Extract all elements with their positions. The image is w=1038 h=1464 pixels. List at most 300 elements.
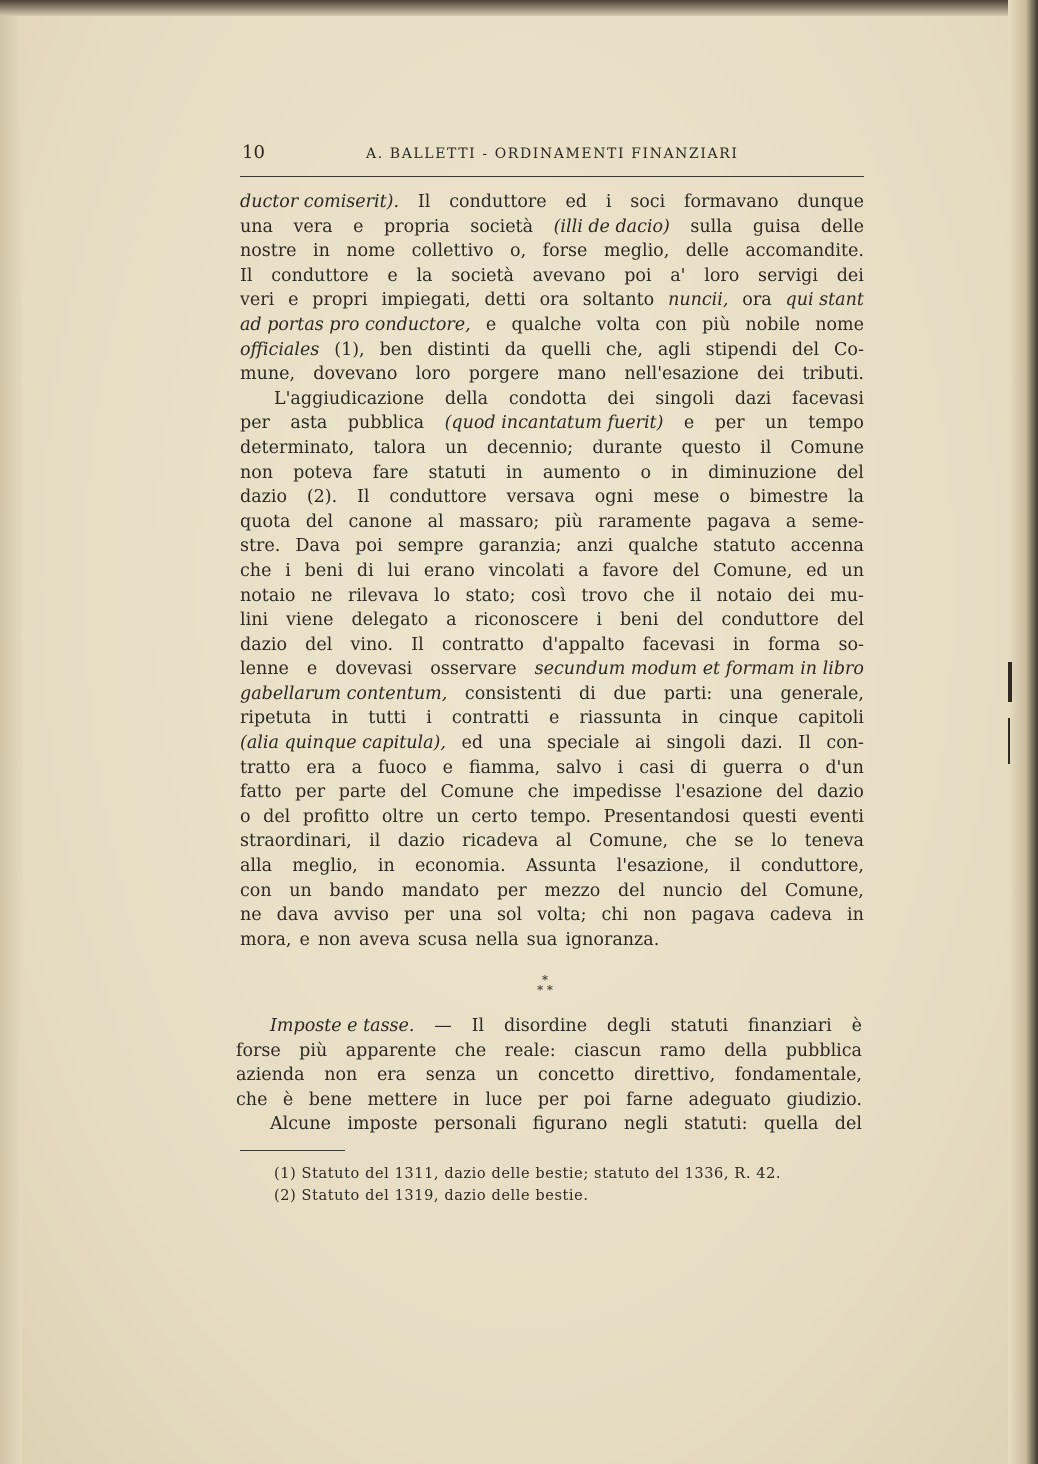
word: i [285,560,291,581]
word: statuto [713,536,776,557]
text-line [240,436,864,461]
word: avviso [333,905,389,926]
word: tempo. [530,806,592,827]
footnote-ref: (1), [334,339,365,360]
word: capitoli [798,708,864,729]
word: l'esazione [675,782,763,803]
word: economia. [414,856,506,877]
word: profitto [302,806,370,827]
word: del [305,634,333,655]
word: conduttore [449,192,547,212]
word: al [427,511,444,532]
word: lo [771,831,788,852]
word: dunque [797,192,864,212]
word: dazio [397,831,445,852]
word: vera [293,216,333,237]
word: in [331,708,349,729]
word: impedisse [572,782,662,803]
word: società [470,216,534,237]
word: secundum modum et formam in libro [534,659,864,680]
word: della [724,1040,768,1061]
word: casi [639,757,675,778]
word: Il [417,192,431,212]
word: una [448,905,482,926]
word: scusa [417,929,468,950]
word: garanzia; [478,536,562,557]
text-line [240,239,864,264]
text-line [240,510,864,535]
word: stato; [465,585,516,606]
word: pubblica [785,1040,862,1061]
footnote-rule [240,1150,345,1151]
word: ramo [659,1040,706,1061]
word: per [240,413,270,434]
word: ai [634,733,651,754]
word: propria [384,216,450,237]
word: nobile [745,314,800,335]
word: conduttore [389,487,487,508]
word: accomandite. [745,241,864,262]
word: meglio, [603,241,670,262]
word: ora [539,290,569,311]
word: riassunta [579,708,662,729]
word: dei [836,265,864,286]
word: gabellarum contentum, [240,683,448,704]
word: sua [526,929,558,950]
word: imposte [347,1114,418,1135]
word: così [530,585,566,606]
word: e [683,413,695,434]
word: dovevasi [335,659,413,680]
word: più [299,1040,328,1061]
word: delle [820,216,864,237]
word: degli [606,1016,651,1036]
word: Co- [834,339,864,360]
text-line [240,928,864,953]
word: giudizio. [786,1089,862,1110]
word: farne [626,1089,674,1110]
word: (alia quinque capitula), [240,733,446,754]
word: un [289,880,312,901]
word: un [445,437,468,458]
word: rilevava [347,585,419,606]
text-line [240,534,864,559]
word: questo [681,437,741,458]
word: pagava [691,905,755,926]
word: sempre [397,536,464,557]
word: dazi. [740,733,783,754]
word: conduttore, [760,856,864,877]
word: avevano [532,265,606,286]
word: mese [653,487,700,508]
word: facevasi [642,634,715,655]
word: canone [348,511,413,532]
text-line [240,387,864,412]
word: è [851,1016,862,1036]
running-header [240,142,864,177]
word: qui stant [785,290,864,311]
word: forse [542,241,588,262]
word: dazio [816,782,864,803]
text-line [240,264,864,289]
word: i [426,708,432,729]
word: meglio, [292,856,358,877]
word: mezzo [544,880,601,901]
word: o [640,462,652,483]
word: dei [756,364,785,385]
word: d'un [825,757,864,778]
word: mettere [367,1089,438,1110]
word: lui [387,560,411,581]
text-line [240,633,864,658]
word: poi [624,265,652,286]
text-line [240,485,864,510]
text-line [240,559,864,584]
text-line [240,411,864,436]
word: di [690,757,707,778]
word: un [436,806,459,827]
text-line [240,338,864,363]
text-line [240,288,864,313]
word: cadeva [769,905,832,926]
word: negli [623,1114,668,1135]
word: guerra [722,757,783,778]
word: ben [379,339,413,360]
word: i [596,610,603,631]
word: Il [240,265,253,286]
word: d'appalto [542,634,625,655]
word: che [643,585,675,606]
word: quelli [541,339,591,360]
word: detti [484,290,526,311]
word: del [617,880,646,901]
word: che [527,782,560,803]
word: e [485,314,497,335]
word: poteva [293,462,353,483]
word: parte [338,782,387,803]
text-line [240,879,864,904]
word: qualche [511,314,582,335]
word: e [442,757,453,778]
word: un [765,413,788,434]
word: dava [276,905,319,926]
word: è [282,1089,294,1110]
word: generale, [780,683,864,704]
word: beni [619,610,659,631]
asterism-top: * [542,973,548,987]
word: che [685,831,717,852]
word: azienda [236,1065,305,1086]
word: del [676,610,704,631]
word: forma [767,634,821,655]
word: erano [423,560,475,581]
word: società [451,265,514,286]
word: mu- [830,585,864,606]
word: nella [475,929,519,950]
word: due [613,683,647,704]
word: la [847,487,864,508]
word: personali [434,1114,517,1135]
text-line [240,584,864,609]
word: fuoco [377,757,427,778]
word: delegato [351,610,429,631]
word: tutti [368,708,407,729]
word: servigi [757,265,818,286]
word: straordinari, [240,831,352,852]
word: una [729,683,763,704]
word: statuti [670,1016,729,1036]
word: nome [346,241,396,262]
word: ciascun [574,1040,642,1061]
text-line [240,215,864,240]
word: dazio [240,634,287,655]
word: concetto [537,1065,615,1086]
word: seme- [811,511,864,532]
word: vino. [350,634,394,655]
word: o [798,757,810,778]
word: e [306,659,318,680]
word: formavano [684,192,779,212]
text-line [236,1014,862,1039]
text-line [236,1063,862,1088]
word: mora, [240,929,292,950]
word: tributi. [802,364,864,385]
word: stipendi [705,339,777,360]
word: ignoranza. [565,929,660,950]
word: se [734,831,754,852]
word: mune, [240,364,296,385]
running-title: A. BALLETTI - ORDINAMENTI FINANZIARI [366,146,739,162]
word: osservare [430,659,517,680]
word: anzi [576,536,614,557]
word: singoli [666,733,726,754]
footnote-1: (1) Statuto del 1311, dazio delle bestie; statuto del 1336, R. 42. [274,1166,782,1182]
section-heading: Imposte e tasse. [270,1016,415,1036]
text-line [240,756,864,781]
footnote-2: (2) Statuto del 1319, dazio delle bestie. [274,1188,589,1204]
word: dovevano [313,364,398,385]
word: dazi [734,388,772,409]
text-line [236,1039,862,1064]
word: pagava [706,511,771,532]
word: nuncio [662,880,723,901]
word: condotta [508,388,587,409]
word: finanziari [747,1016,832,1036]
word: chi [601,905,629,926]
word: del [305,511,334,532]
word: per [403,905,434,926]
word: con- [826,733,864,754]
text-line [240,190,864,215]
word: so- [838,634,864,655]
word: stre. [240,536,281,557]
word: ed [461,733,484,754]
word: ad portas pro conductore, [240,314,471,335]
word: del [672,560,700,581]
word: del [834,1114,862,1135]
word: viene [286,610,334,631]
word: in [453,1089,470,1110]
word: luce [485,1089,523,1110]
word: una [498,733,532,754]
word: e [288,290,299,311]
text-line [240,829,864,854]
footnotes [274,1163,864,1207]
word: senza [425,1065,477,1086]
word: Comune, [589,831,669,852]
word: più [554,511,583,532]
word: bene [308,1089,352,1110]
word: ripetuta [240,708,312,729]
text-line [240,608,864,633]
scan-edge-top [0,0,1038,16]
word: lo [433,585,451,606]
word: Comune [790,437,864,458]
word: parti: [663,683,713,704]
word: a' [670,265,686,286]
text-line [240,731,864,756]
word: adeguato [688,1089,772,1110]
text-line [240,854,864,879]
word: la [416,265,433,286]
word: l'esazione, [616,856,710,877]
text-line [240,805,864,830]
word: statuti: [684,1114,748,1135]
word: il [760,437,772,458]
word: Il [471,1016,485,1036]
section-text [236,1014,862,1137]
word: volta; [537,905,587,926]
word: dazio [240,487,287,508]
word: propri [312,290,368,311]
word: disordine [503,1016,588,1036]
word: favore [602,560,659,581]
word: figurano [532,1114,608,1135]
word: Il [411,634,424,655]
word: forse [236,1040,281,1061]
word: aumento [542,462,621,483]
word: alla [240,856,273,877]
word: Il [798,733,811,754]
word: ogni [594,487,634,508]
word: in [681,708,699,729]
word: a [446,610,457,631]
word: in [847,905,864,926]
word: porgere [468,364,540,385]
word: speciale [547,733,620,754]
word: direttivo, [633,1065,716,1086]
word: di [356,560,374,581]
word: ora [742,290,772,311]
margin-mark [1008,718,1010,764]
word: il [690,585,702,606]
word: conduttore [271,265,369,286]
word: di [578,683,596,704]
word: vincolati [488,560,565,581]
word: statuti [428,462,486,483]
word: o [240,806,251,827]
word: più [702,314,731,335]
word: al [555,831,572,852]
word: ne [240,905,262,926]
word: loro [704,265,740,286]
word: fare [372,462,409,483]
word: nuncii, [668,290,729,311]
word: pubblica [347,413,425,434]
text-line [240,461,864,486]
text-line [236,1088,862,1113]
word: asta [290,413,328,434]
word: notaio [716,585,773,606]
word: durante [592,437,663,458]
word: oltre [381,806,424,827]
word: veri [240,290,275,311]
word: per [537,1089,568,1110]
word: delle [685,241,729,262]
word: tratto [240,757,291,778]
word: del [776,782,804,803]
word: in [377,856,395,877]
word: da [504,339,527,360]
word: poi [583,1089,611,1110]
word: contratto [441,634,524,655]
word: notaio [240,585,296,606]
word: soltanto [582,290,655,311]
word: bimestre [749,487,829,508]
page-gutter-left [0,0,22,1464]
word: in [505,462,523,483]
word: in [671,462,689,483]
word: collettivo [411,241,494,262]
word: e [387,265,398,286]
word: per [496,880,527,901]
word: a [785,511,797,532]
word: e [353,216,364,237]
word: versava [506,487,575,508]
word: contratti [451,708,529,729]
word: facevasi [792,388,864,409]
word: o, [510,241,527,262]
word: e [299,929,310,950]
word: che [454,1040,487,1061]
word: Comune, [713,560,793,581]
word: ricadeva [462,831,539,852]
word: Il [356,487,370,508]
word: Assunta [525,856,597,877]
word: bando [329,880,385,901]
word: determinato, [240,437,355,458]
text-line [240,682,864,707]
word: un [495,1065,519,1086]
word: loro [415,364,451,385]
word: — [434,1016,452,1036]
text-line [240,706,864,731]
word: talora [373,437,426,458]
word: guisa [752,216,801,237]
word: quota [240,511,291,532]
word: per [295,782,326,803]
main-text [240,190,864,952]
word: Comune [440,782,515,803]
word: un [841,560,864,581]
text-line [240,903,864,928]
word: (quod incantatum fuerit) [444,413,664,434]
word: raramente [598,511,692,532]
text-line [240,362,864,387]
word: teneva [804,831,864,852]
word: conduttore [721,610,819,631]
word: soci [630,192,666,212]
